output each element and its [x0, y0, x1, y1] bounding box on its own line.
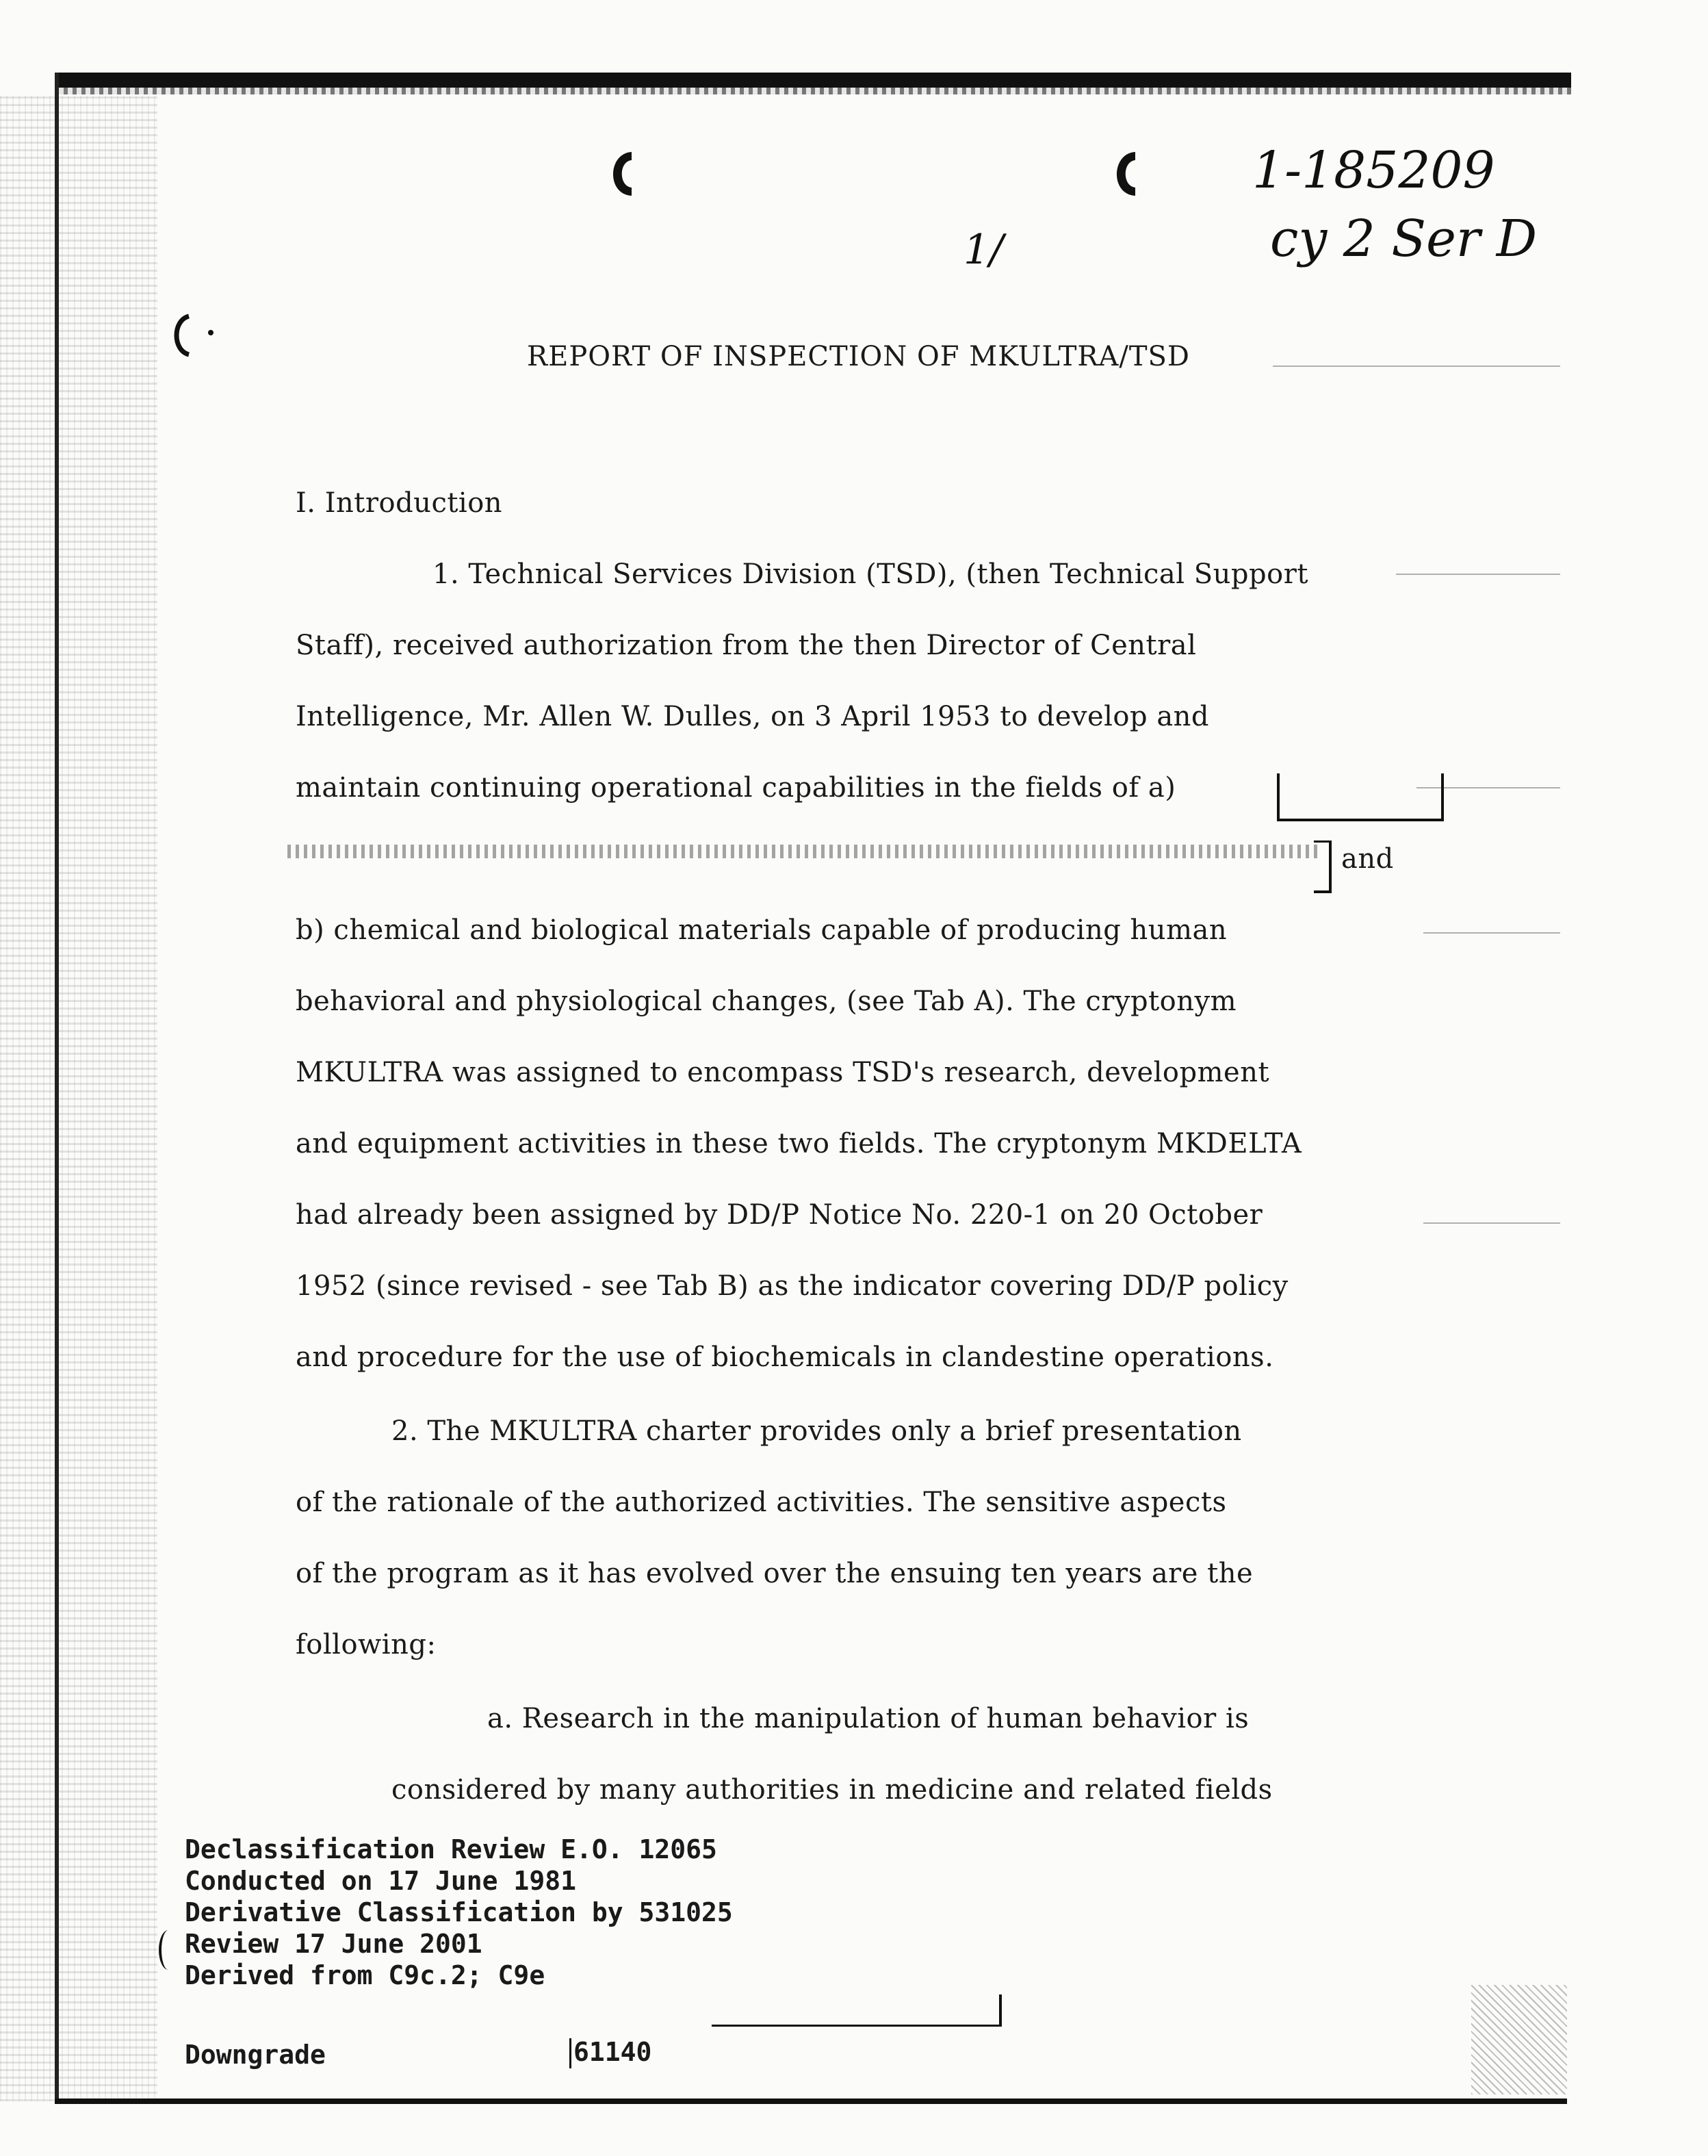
stamp-line: Derived from C9c.2; C9e — [185, 1960, 545, 1990]
stamp-line: Declassification Review E.O. 12065 — [185, 1834, 717, 1864]
punch-mark-icon — [168, 312, 223, 360]
paragraph-line: 1. Technical Services Division (TSD), (then Technical Support — [432, 559, 1308, 590]
hand-bracket-mark — [159, 1930, 178, 1970]
stamp-line: Review 17 June 2001 — [185, 1929, 482, 1959]
scan-rule — [1273, 365, 1560, 367]
paragraph-line: of the program as it has evolved over the ensuing ten years are the — [296, 1558, 1254, 1589]
paragraph-line: Intelligence, Mr. Allen W. Dulles, on 3 April 1953 to develop and — [296, 701, 1210, 732]
punch-mark-icon — [601, 146, 642, 201]
scan-left-border — [55, 73, 59, 2099]
paragraph-line: and — [1341, 843, 1394, 875]
scan-rule — [1423, 932, 1560, 934]
paragraph-line: following: — [296, 1629, 437, 1660]
scan-top-border-texture — [55, 88, 1571, 94]
downgrade-divider — [569, 2038, 571, 2068]
scan-noise-bottom-right — [1471, 1985, 1567, 2094]
punch-mark-icon — [1104, 146, 1146, 201]
paragraph-line: and equipment activities in these two fields. The cryptonym MKDELTA — [296, 1128, 1302, 1159]
scan-rule — [1423, 1222, 1560, 1224]
paragraph-line: had already been assigned by DD/P Notice No. 220-1 on 20 October — [296, 1199, 1263, 1231]
paragraph-line: 2. The MKULTRA charter provides only a brief presentation — [391, 1415, 1242, 1447]
paragraph-line: MKULTRA was assigned to encompass TSD's research, development — [296, 1057, 1270, 1088]
document-title: REPORT OF INSPECTION OF MKULTRA/TSD — [527, 341, 1191, 372]
paragraph-line: behavioral and physiological changes, (see Tab A). The cryptonym — [296, 986, 1237, 1017]
paragraph-line: 1952 (since revised - see Tab B) as the indicator covering DD/P policy — [296, 1270, 1289, 1302]
stamp-line: Derivative Classification by 531025 — [185, 1897, 733, 1927]
section-heading: I. Introduction — [296, 487, 503, 519]
paragraph-line: considered by many authorities in medicine and related fields — [391, 1774, 1273, 1806]
stamp-line: Conducted on 17 June 1981 — [185, 1866, 576, 1896]
paragraph-line: of the rationale of the authorized activities. The sensitive aspects — [296, 1487, 1227, 1518]
handwritten-copy-note: cy 2 Ser D — [1270, 209, 1538, 268]
scan-noise-left-margin — [0, 96, 157, 2101]
paragraph-line: Staff), received authorization from the then Director of Central — [296, 630, 1197, 661]
redaction-bracket — [712, 1994, 1002, 2027]
paragraph-line: b) chemical and biological materials capable of producing human — [296, 914, 1228, 946]
paragraph-line: and procedure for the use of biochemicals in clandestine operations. — [296, 1342, 1274, 1373]
paragraph-line: maintain continuing operational capabilities in the fields of a) — [296, 772, 1176, 804]
scan-rule — [1396, 574, 1560, 575]
handwritten-document-number: 1-185209 — [1252, 141, 1495, 200]
handwritten-tick: 1/ — [963, 226, 1004, 274]
scan-top-border — [55, 73, 1571, 88]
downgrade-value: 61140 — [573, 2037, 652, 2067]
redacted-line-texture — [287, 845, 1321, 858]
scan-bottom-border — [55, 2099, 1567, 2104]
redaction-bracket — [1277, 773, 1444, 821]
redaction-bracket — [1314, 840, 1332, 893]
paragraph-line: a. Research in the manipulation of human behavior is — [487, 1703, 1250, 1734]
downgrade-label: Downgrade — [185, 2040, 326, 2070]
